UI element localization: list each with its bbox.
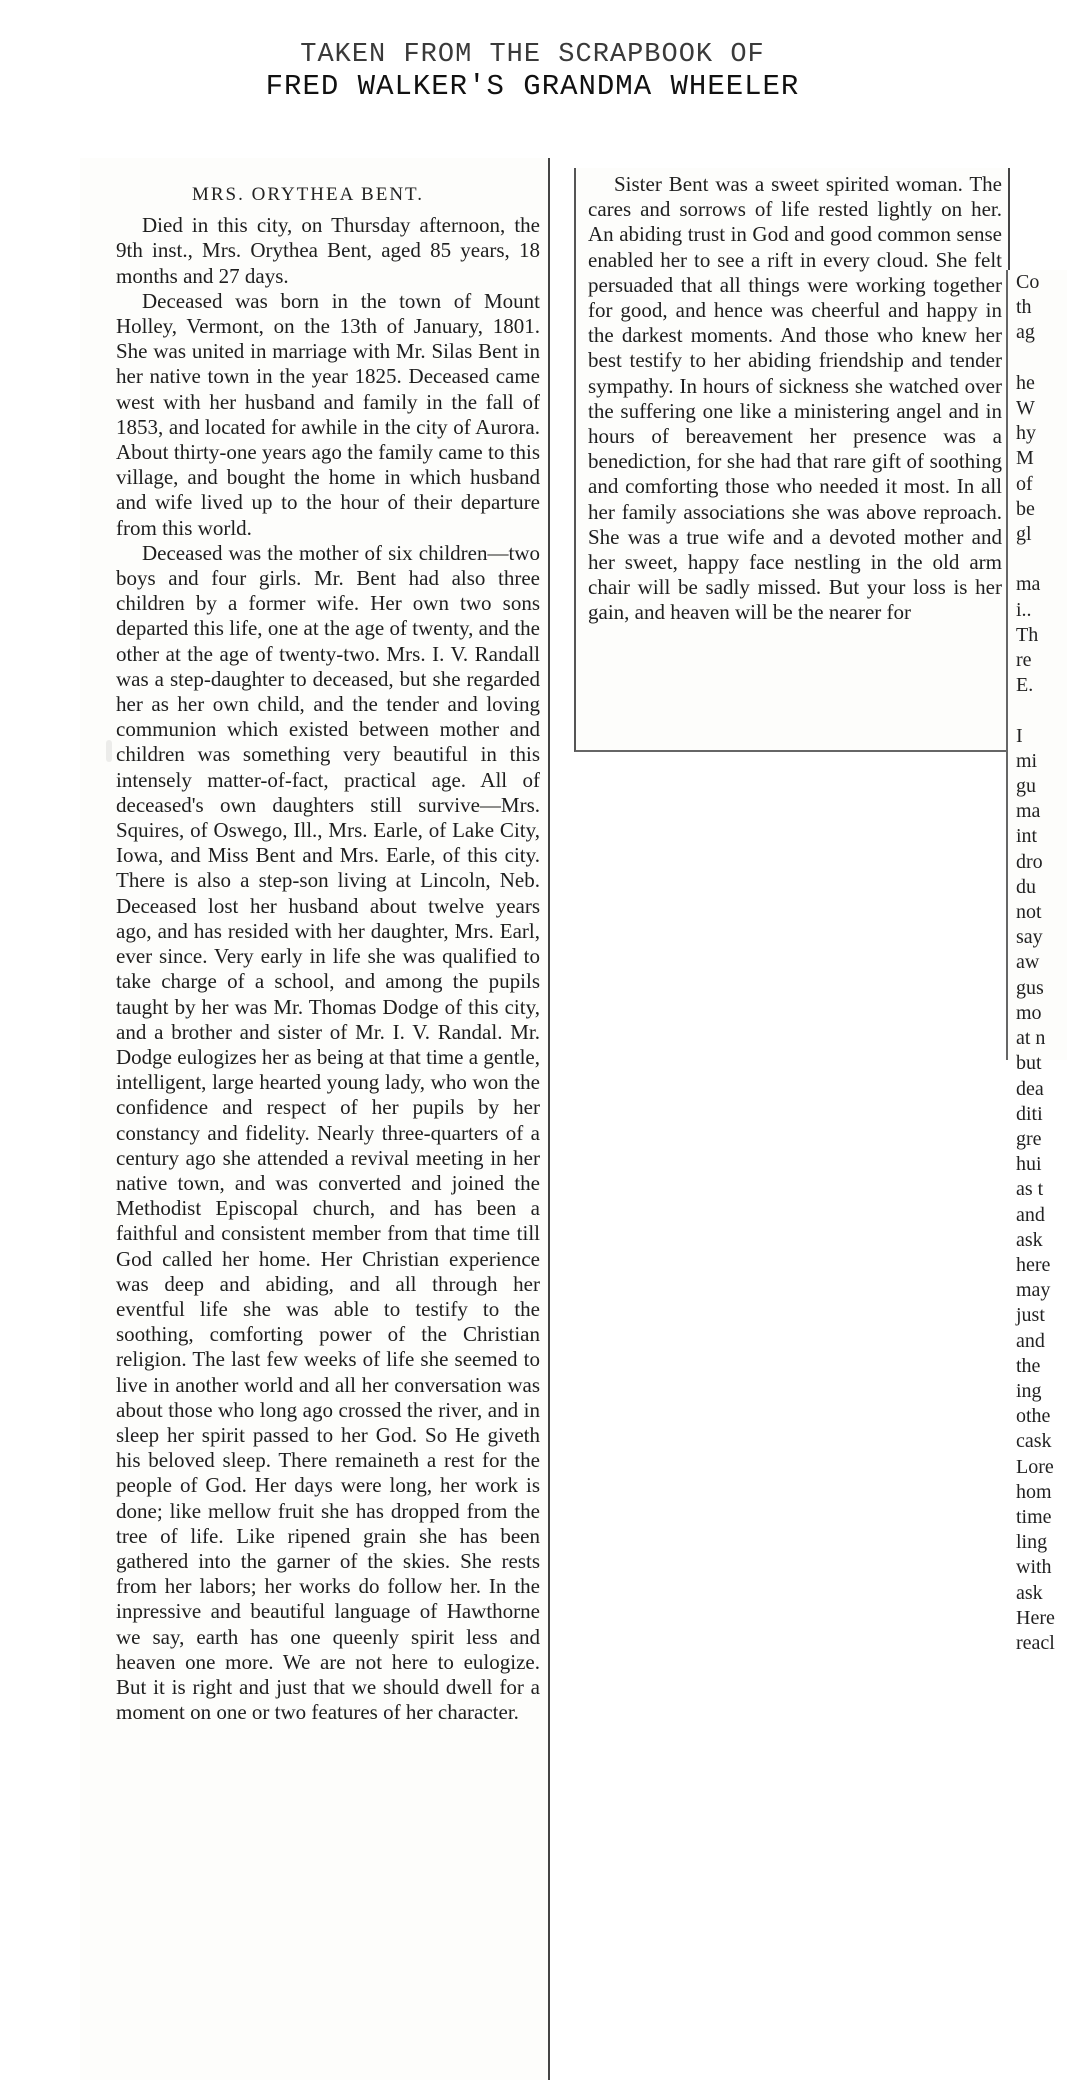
fragment-line: ask: [1016, 1228, 1043, 1251]
fragment-line: Co: [1016, 271, 1040, 293]
fragment-line: ling: [1016, 1531, 1048, 1554]
fragment-line: re: [1016, 649, 1032, 672]
fragment-line: he: [1016, 371, 1035, 394]
fragment-line: [1016, 698, 1055, 723]
fragment-line: mi: [1016, 749, 1038, 772]
fragment-line: gu: [1016, 775, 1036, 798]
print-smudge: [106, 740, 112, 762]
fragment-line: mo: [1016, 1001, 1042, 1024]
fragment-line: say: [1016, 926, 1043, 949]
fragment-line: W: [1016, 397, 1035, 420]
obituary-title: MRS. ORYTHEA BENT.: [191, 184, 424, 205]
fragment-line: at n: [1016, 1027, 1046, 1050]
fragment-line: ag: [1016, 321, 1035, 344]
fragment-line: ing: [1016, 1379, 1042, 1402]
obituary-paragraph: Sister Bent was a sweet spirited woman. The cares and sorrows of life rested lightly on her. An abiding trust in God and good common sense enabled her to see a rift in every cloud. She felt persuaded that all things were working together for good, and hence was cheerful and happy in the darkest moments. And those who knew her best testify to her abiding friendship and tender sympathy. In hours of sickness she watched over the suffering one like a ministering angel and in hours of bereavement her presence was a benediction, for she had that rare gift of soothing and comforting those who needed it most. In all her family associations she was above reproach. She was a true wife and a devoted mother and her sweet, happy face nestling in the old arm chair will be sadly missed. But your loss is her gain, and heaven will be the nearer for: [588, 172, 1002, 625]
fragment-line: Lore: [1016, 1455, 1054, 1478]
fragment-line: ask: [1016, 1581, 1043, 1604]
fragment-line: hy: [1016, 422, 1036, 445]
fragment-line: of: [1016, 472, 1033, 495]
fragment-line: but: [1016, 1052, 1042, 1075]
fragment-line: hom: [1016, 1480, 1052, 1503]
fragment-line: hui: [1016, 1153, 1042, 1176]
fragment-line: ma: [1016, 800, 1041, 823]
fragment-line: E.: [1016, 674, 1034, 697]
heading-line-owner: FRED WALKER'S GRANDMA WHEELER: [265, 70, 800, 103]
fragment-lines: [1016, 270, 1055, 1656]
fragment-line: aw: [1016, 951, 1040, 974]
fragment-line: the: [1016, 1354, 1041, 1377]
fragment-line: gus: [1016, 976, 1044, 999]
fragment-line: here: [1016, 1253, 1051, 1276]
fragment-line: just: [1016, 1304, 1045, 1327]
adjacent-clipping-fragment: [1006, 270, 1067, 1654]
obituary-continuation: [588, 172, 1002, 746]
fragment-line: as t: [1016, 1178, 1044, 1201]
fragment-line: may: [1016, 1279, 1051, 1302]
fragment-line: gl: [1016, 523, 1032, 546]
heading-line-source: TAKEN FROM THE SCRAPBOOK OF: [300, 40, 765, 70]
fragment-line: ma: [1016, 573, 1041, 596]
fragment-line: and: [1016, 1329, 1045, 1352]
obituary-column-1: [80, 158, 550, 2080]
obituary-body: [116, 182, 540, 1725]
fragment-line: [1016, 547, 1055, 572]
scrapbook-heading: [0, 38, 1065, 106]
obituary-paragraph: Died in this city, on Thursday afternoon, the 9th inst., Mrs. Orythea Bent, aged 85 years, 18 months and 27 days.: [116, 213, 540, 288]
obituary-paragraph: Deceased was born in the town of Mount Holley, Vermont, on the 13th of January, 1801. She was united in marriage with Mr. Silas Bent in her native town in the year 1825. Deceased came west with her husband and family in the fall of 1853, and located for awhile in the city of Aurora. About thirty-one years ago the family came to this village, and bought the home in which husband and wife lived up to the hour of their departure from this world.: [116, 288, 540, 540]
fragment-line: othe: [1016, 1405, 1051, 1428]
fragment-line: and: [1016, 1203, 1045, 1226]
fragment-line: diti: [1016, 1102, 1043, 1125]
fragment-line: [1016, 346, 1055, 371]
fragment-line: Th: [1016, 623, 1039, 646]
fragment-line: dro: [1016, 850, 1043, 873]
fragment-line: with: [1016, 1556, 1052, 1579]
obituary-column-2: [574, 168, 1010, 752]
fragment-line: I: [1016, 724, 1023, 747]
fragment-line: time: [1016, 1505, 1052, 1528]
fragment-line: gre: [1016, 1127, 1042, 1150]
fragment-line: du: [1016, 875, 1036, 898]
fragment-line: cask: [1016, 1430, 1052, 1453]
fragment-line: M: [1016, 447, 1034, 470]
fragment-line: i..: [1016, 598, 1032, 621]
obituary-paragraph: Deceased was the mother of six children—two boys and four girls. Mr. Bent had also three children by a former wife. Her own two sons departed this life, one at the age of twenty, and the other at the age of twenty-two. Mrs. I. V. Randall was a step-daughter to deceased, but she regarded her as her own child, and the tender and loving communion which existed between mother and children was something very beautiful in this intensely matter-of-fact, practical age. All of deceased's own daughters still survive—Mrs. Squires, of Oswego, Ill., Mrs. Earle, of Lake City, Iowa, and Miss Bent and Mrs. Earle, of this city. There is also a step-son living at Lincoln, Neb. Deceased lost her husband about twelve years ago, and has resided with her daughter, Mrs. Earl, ever since. Very early in life she was qualified to take charge of a school, and among the pupils taught by her was Mr. Thomas Dodge of this city, and a brother and sister of Mr. I. V. Randal. Mr. Dodge eulogizes her as being at that time a gentle, intelligent, large hearted young lady, who won the confidence and respect of her pupils by her constancy and fidelity. Nearly three-quarters of a century ago she attended a revival meeting in her native town, and was converted and joined the Methodist Episcopal church, and has been a faithful and consistent member from that time till God called her home. Her Christian experience was deep and abiding, and all through her eventful life she was able to testify to the soothing, comforting power of the Christian religion. The last few weeks of life she seemed to live in another world and all her conversation was about those who long ago crossed the river, and in sleep her spirit passed to her God. So He giveth his beloved sleep. There remaineth a rest for the people of God. Her days were long, her work is done; like mellow fruit she has dropped from the tree of life. Like ripened grain she has been gathered into the garner of the skies. She rests from her labors; her works do follow her. In the inpressive and beautiful language of Hawthorne we say, earth has one queenly spirit less and heaven one more. We are not here to eulogize. But it is right and just that we should dwell for a moment on one or two features of her character.: [116, 540, 540, 1725]
fragment-line: Here: [1016, 1606, 1055, 1629]
fragment-line: not: [1016, 901, 1042, 924]
fragment-line: reacl: [1016, 1631, 1055, 1654]
fragment-line: int: [1016, 825, 1038, 848]
fragment-line: dea: [1016, 1077, 1044, 1100]
fragment-line: th: [1016, 296, 1032, 319]
fragment-line: be: [1016, 497, 1035, 520]
